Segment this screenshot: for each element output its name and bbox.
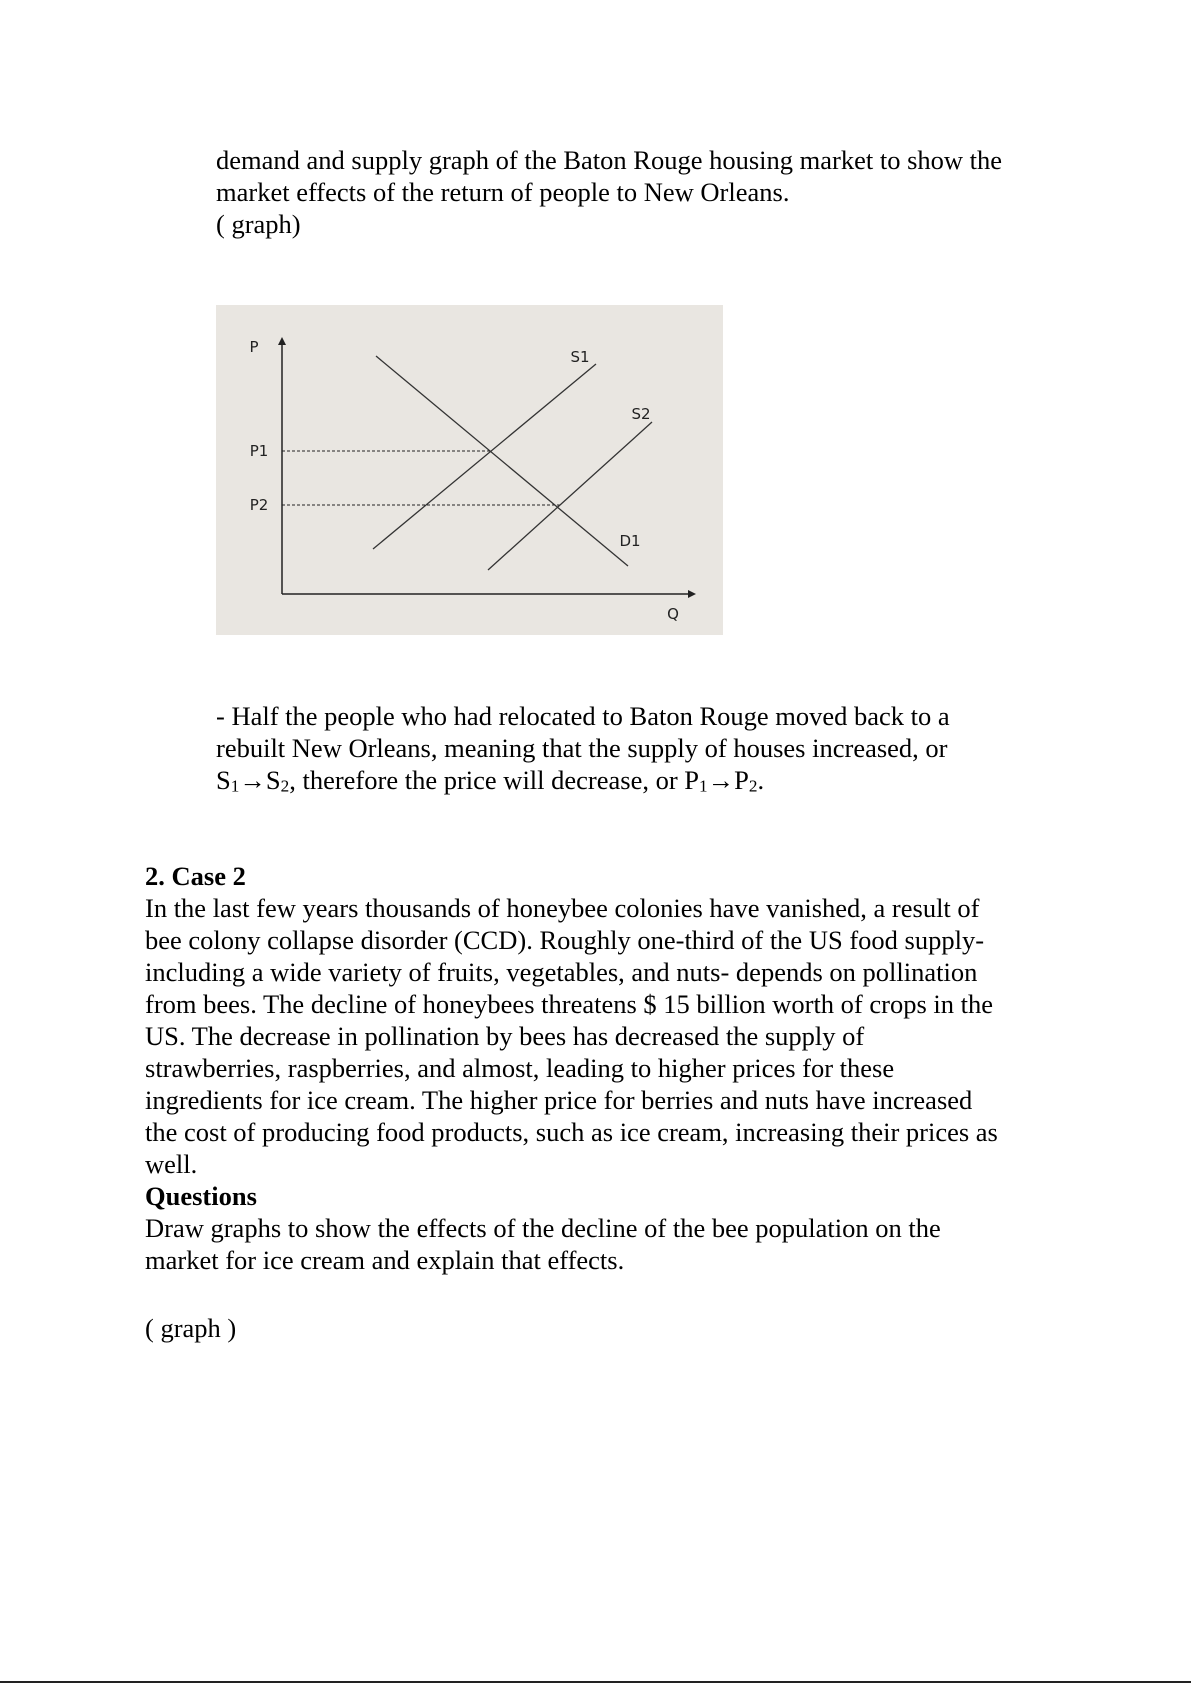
case-2-line: strawberries, raspberries, and almost, leading to higher prices for these (145, 1053, 895, 1083)
supply-demand-figure (216, 305, 723, 635)
bullet-line-formula: $S_1\to S_2$, therefore the price will decrease, or $P_1\to P_2$. (216, 765, 765, 796)
questions-heading: Questions (145, 1181, 257, 1211)
axis-label-p: P (249, 338, 259, 356)
bullet-line: - Half the people who had relocated to Baton Rouge moved back to a (216, 701, 950, 731)
case-2-line: ingredients for ice cream. The higher price for berries and nuts have increased (145, 1085, 973, 1115)
graph-placeholder: ( graph ) (145, 1313, 237, 1343)
case-2-line: In the last few years thousands of honeybee colonies have vanished, a result of (145, 893, 980, 923)
intro-line: market effects of the return of people to New Orleans. (216, 177, 790, 207)
case-2-line: including a wide variety of fruits, vegetables, and nuts- depends on pollination (145, 957, 978, 987)
price-label-p1: P1 (249, 442, 269, 460)
curve-label-s1: S1 (570, 348, 590, 366)
explanation-bullet (216, 700, 950, 796)
case-2-line: well. (145, 1149, 198, 1179)
supply-demand-graph (216, 305, 723, 635)
case-2-section (145, 860, 998, 1276)
question-line: Draw graphs to show the effects of the decline of the bee population on the (145, 1213, 941, 1243)
supply-curve-s1 (373, 364, 596, 549)
case-2-line: the cost of producing food products, such as ice cream, increasing their prices as (145, 1117, 998, 1147)
case-2-line: US. The decrease in pollination by bees has decreased the supply of (145, 1021, 865, 1051)
price-label-p2: P2 (249, 496, 269, 514)
case-2-line: from bees. The decline of honeybees threatens $ 15 billion worth of crops in the (145, 989, 994, 1019)
bullet-line: rebuilt New Orleans, meaning that the supply of houses increased, or (216, 733, 948, 763)
axis-label-q: Q (667, 605, 679, 623)
curve-label-s2: S2 (631, 405, 651, 423)
intro-line: demand and supply graph of the Baton Rouge housing market to show the (216, 145, 1003, 175)
curve-label-d1: D1 (619, 532, 641, 550)
intro-graph-label: ( graph) (216, 209, 301, 239)
case-2-line: bee colony collapse disorder (CCD). Roughly one-third of the US food supply- (145, 925, 985, 955)
case-2-heading: 2. Case 2 (145, 861, 246, 891)
question-line: market for ice cream and explain that effects. (145, 1245, 625, 1275)
demand-curve-d1 (376, 356, 628, 566)
intro-paragraph (216, 144, 1002, 240)
page-bottom-rule (0, 1681, 1191, 1683)
